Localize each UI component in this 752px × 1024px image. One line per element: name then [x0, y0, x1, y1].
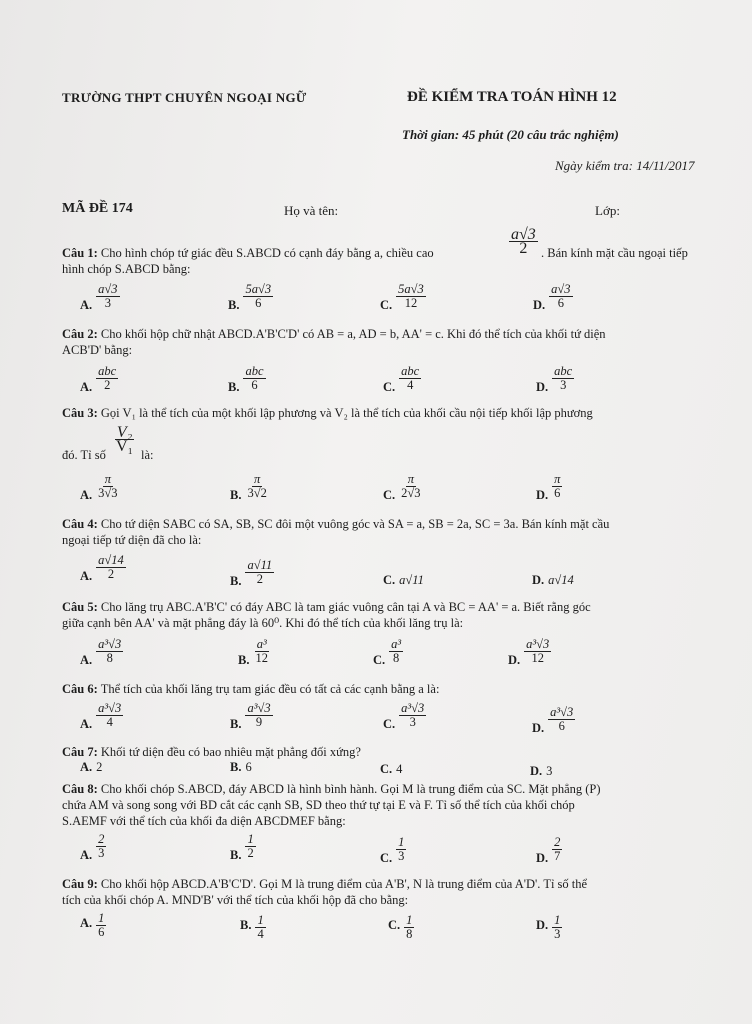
- question-5: [62, 599, 722, 615]
- option-c[interactable]: C. a√11: [383, 573, 424, 587]
- question-label: Câu 7:: [62, 745, 98, 759]
- question-text: Khối tứ diện đều có bao nhiêu mặt phẳng đối xứng?: [100, 745, 361, 759]
- option-d[interactable]: D. $\frac{\text{a³√3}}{6}$: [532, 705, 574, 735]
- option-c[interactable]: C. $\frac{\text{a³√3}}{3}$: [383, 701, 425, 731]
- question-text-line2: chứa AM và song song với BD cắt các cạnh SB, SD theo thứ tự tại E và F. Tỉ số thể tích của khối chóp: [62, 798, 575, 812]
- exam-title: ĐỀ KIỂM TRA TOÁN HÌNH 12: [407, 89, 617, 105]
- exam-date: Ngày kiểm tra: 14/11/2017: [555, 158, 695, 173]
- option-b[interactable]: B. 6: [230, 760, 252, 774]
- question-text: Cho khối chóp S.ABCD, đáy ABCD là hình bình hành. Gọi M là trung điểm của SC. Mặt phẳng (P): [100, 782, 601, 796]
- question-label: Câu 6:: [62, 682, 98, 696]
- class-label: Lớp:: [595, 203, 620, 218]
- question-text: Cho lăng trụ ABC.A'B'C' có đáy ABC là tam giác vuông cân tại A và BC = AA' = a. Biết rằng góc: [100, 600, 591, 614]
- option-b[interactable]: B. $\frac{\text{a³√3}}{9}$: [230, 701, 271, 731]
- option-b[interactable]: B. $\frac{\text{abc}}{6}$: [228, 364, 264, 394]
- question-text-line3: S.AEMF với thể tích của khối đa diện ABCDMEF bằng:: [62, 814, 346, 828]
- exam-time: Thời gian: 45 phút (20 câu trắc nghiệm): [402, 127, 619, 142]
- option-d[interactable]: D. $\frac{\pi}{6}$: [536, 472, 561, 502]
- question-label: Câu 3:: [62, 406, 98, 420]
- question-label: Câu 1:: [62, 246, 98, 260]
- school-name: TRƯỜNG THPT CHUYÊN NGOẠI NGỮ: [62, 90, 307, 105]
- question-text-cont: . Bán kính mặt cầu ngoại tiếp: [541, 246, 688, 260]
- option-a[interactable]: A. $\frac{a√14}{2}$: [80, 553, 124, 583]
- option-a[interactable]: A. $\frac{\text{a³√3}}{8}$: [80, 637, 122, 667]
- option-c[interactable]: C. $\frac{\text{a³}}{8}$: [373, 637, 402, 667]
- option-a[interactable]: A. 2: [80, 760, 103, 774]
- question-text: Cho khối hộp chữ nhật ABCD.A'B'C'D' có AB = a, AD = b, AA' = c. Khi đó thể tích của khối tứ diện: [100, 327, 606, 341]
- option-c[interactable]: C. $\frac{\pi}{2√3}$: [383, 472, 421, 502]
- option-d[interactable]: D. $\frac{\text{abc}}{3}$: [536, 364, 573, 394]
- question-text: Thể tích của khối lăng trụ tam giác đều có tất cả các cạnh bằng a là:: [100, 682, 440, 696]
- question-label: Câu 8:: [62, 782, 98, 796]
- option-c[interactable]: C. $\frac{\text{abc}}{4}$: [383, 364, 420, 394]
- inline-fraction: [509, 226, 538, 255]
- question-text: Cho khối hộp ABCD.A'B'C'D'. Gọi M là trung điểm của A'B', N là trung điểm của A'D'. Tỉ số thể: [100, 877, 588, 891]
- question-text: Cho hình chóp tứ giác đều S.ABCD có cạnh đáy bằng a, chiều cao: [100, 246, 434, 260]
- question-text-line2: ACB'D' bằng:: [62, 343, 133, 357]
- option-a[interactable]: A. $\frac{\text{abc}}{2}$: [80, 364, 117, 394]
- option-a[interactable]: A. $\frac{1}{6}$: [80, 911, 105, 939]
- option-a[interactable]: A. $\frac{a√3}{3}$: [80, 282, 118, 312]
- option-c[interactable]: C. $\frac{1}{8}$: [388, 913, 413, 941]
- exam-code: MÃ ĐỀ 174: [62, 201, 133, 216]
- question-text: Cho tứ diện SABC có SA, SB, SC đôi một vuông góc và SA = a, SB = 2a, SC = 3a. Bán kính mặt cầu: [100, 517, 610, 531]
- question-text-line2: tích của khối chóp A. MND'B' với thể tích của khối hộp đã cho bằng:: [62, 893, 409, 907]
- question-6: [62, 681, 722, 697]
- question-text-cont: là:: [141, 448, 154, 462]
- question-8: [62, 781, 722, 797]
- option-d[interactable]: D. $\frac{2}{7}$: [536, 835, 561, 865]
- option-d[interactable]: D. $\frac{1}{3}$: [536, 913, 561, 941]
- option-d[interactable]: D. $\frac{\text{a³√3}}{12}$: [508, 637, 550, 667]
- question-text-line2: hình chóp S.ABCD bằng:: [62, 262, 191, 276]
- question-3: [62, 405, 722, 421]
- question-text: Gọi V₁ là thể tích của một khối lập phương và V₂ là thể tích của khối cầu nội tiếp khối lập phương: [100, 406, 593, 420]
- option-b[interactable]: B. $\frac{1}{2}$: [230, 832, 254, 862]
- option-b[interactable]: B. $\frac{a√11}{2}$: [230, 558, 273, 588]
- option-b[interactable]: B. $\frac{\pi}{3√2}$: [230, 472, 267, 502]
- question-text-line2: giữa cạnh bên AA' và mặt phẳng đáy là 60⁰. Khi đó thể tích của khối lăng trụ là:: [62, 616, 464, 630]
- option-d[interactable]: D. $\frac{a√3}{6}$: [533, 282, 571, 312]
- question-9: [62, 876, 722, 892]
- option-b[interactable]: B. $\frac{5a√3}{6}$: [228, 282, 272, 312]
- question-2: [62, 326, 722, 342]
- option-a[interactable]: A. $\frac{\text{a³√3}}{4}$: [80, 701, 122, 731]
- numerator: a√3: [511, 226, 536, 243]
- question-7: [62, 744, 722, 760]
- denominator: 2: [519, 240, 528, 257]
- option-b[interactable]: B. $\frac{1}{4}$: [240, 913, 264, 941]
- question-label: Câu 5:: [62, 600, 98, 614]
- question-text-line2: đó. Tỉ số: [62, 448, 106, 462]
- question-text-line2: ngoại tiếp tứ diện đã cho là:: [62, 533, 202, 547]
- question-4: [62, 516, 722, 532]
- option-a[interactable]: A. $\frac{\pi}{3√3}$: [80, 472, 118, 502]
- inline-fraction: $\frac{\text{V₂}}{\text{V₁}}$: [116, 424, 134, 455]
- option-b[interactable]: B. $\frac{\text{a³}}{12}$: [238, 637, 268, 667]
- question-label: Câu 9:: [62, 877, 98, 891]
- option-c[interactable]: C. $\frac{1}{3}$: [380, 835, 405, 865]
- option-c[interactable]: C. 4: [380, 762, 403, 776]
- question-label: Câu 4:: [62, 517, 98, 531]
- name-label: Họ và tên:: [284, 203, 339, 218]
- question-label: Câu 2:: [62, 327, 98, 341]
- option-a[interactable]: A. $\frac{2}{3}$: [80, 832, 105, 862]
- option-d[interactable]: D. a√14: [532, 573, 574, 587]
- option-d[interactable]: D. 3: [530, 764, 553, 778]
- option-c[interactable]: C. $\frac{5a√3}{12}$: [380, 282, 424, 312]
